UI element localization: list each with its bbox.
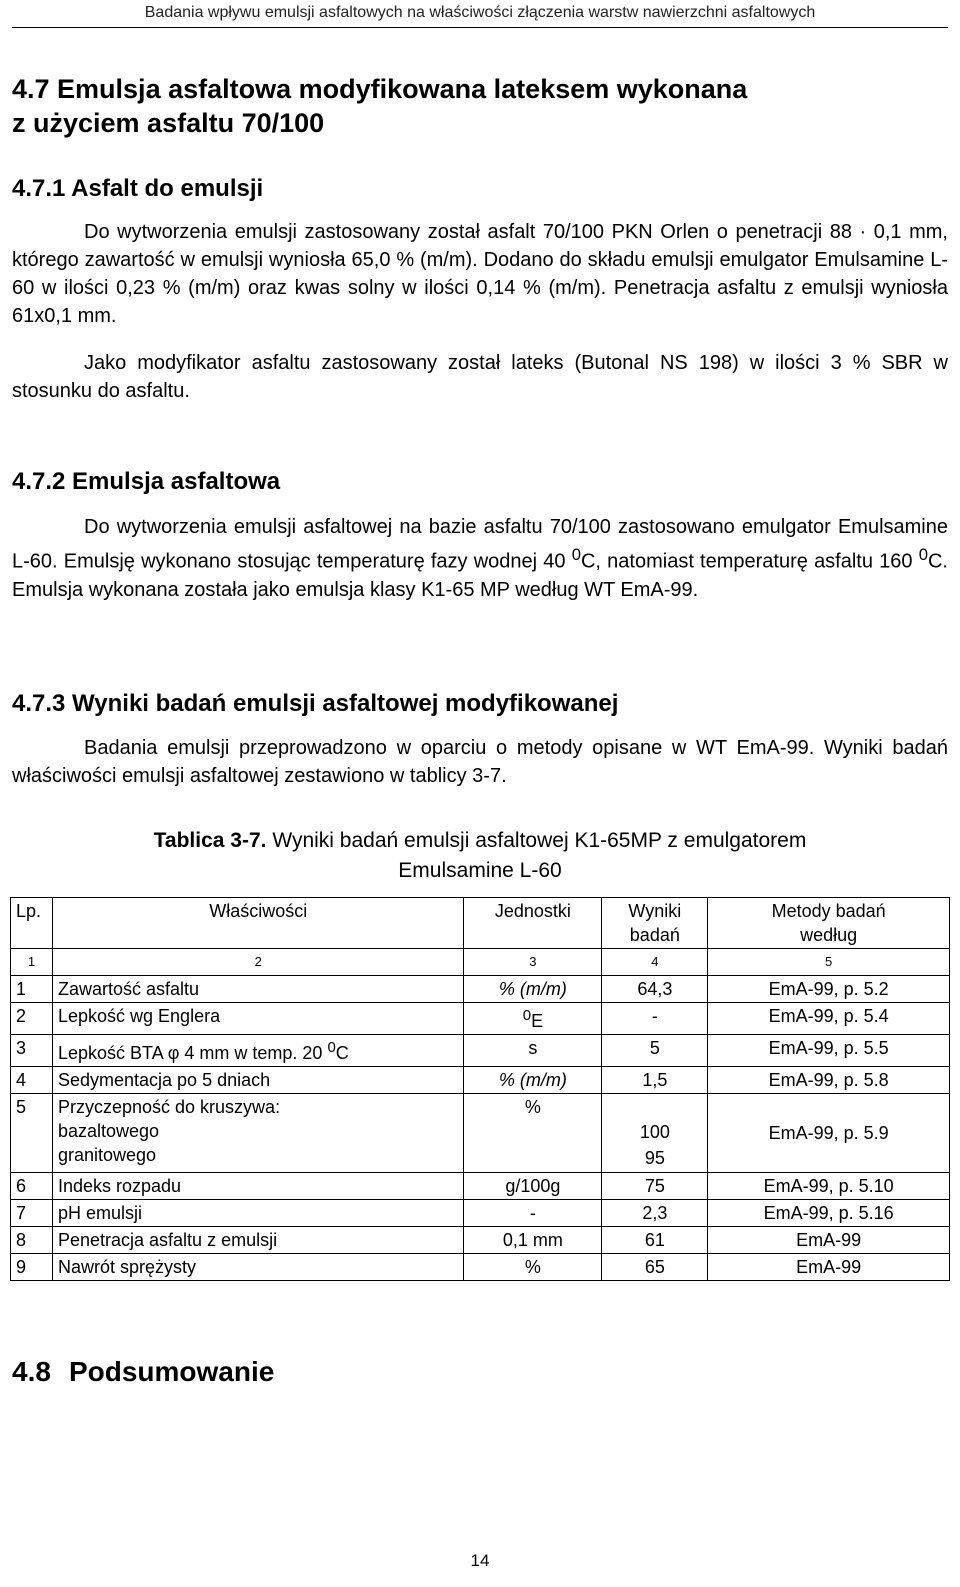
table-row — [11, 1003, 950, 1035]
cell-method: EmA-99, p. 5.10 — [708, 1173, 950, 1200]
header-results-2: badań — [629, 925, 680, 945]
cell-property-text: C — [335, 1043, 349, 1063]
cell-value: 2,3 — [602, 1200, 708, 1227]
section-title-text: Podsumowanie — [68, 1356, 275, 1387]
cell-property — [52, 1035, 463, 1067]
section-title-4-8 — [12, 1356, 274, 1388]
paragraph-emulsion-text-b: C, natomiast temperaturę asfaltu 160 — [580, 550, 919, 573]
table-header-row — [11, 898, 950, 949]
cell-value-line: 95 — [644, 1148, 665, 1168]
section-title-line1: 4.7 Emulsja asfaltowa modyfikowana lateksem wykonana — [12, 74, 748, 104]
cell-unit: g/100g — [464, 1173, 602, 1200]
cell-property: Nawrót sprężysty — [52, 1254, 463, 1281]
cell-unit: % (m/m) — [464, 976, 602, 1003]
cell-lp: 6 — [11, 1173, 53, 1200]
column-number: 4 — [602, 949, 708, 976]
cell-method: EmA-99, p. 5.16 — [708, 1200, 950, 1227]
cell-property-text: Lepkość BTA — [57, 1043, 168, 1063]
table-row — [11, 1200, 950, 1227]
cell-property-line: granitowego — [57, 1145, 157, 1165]
cell-lp: 3 — [11, 1035, 53, 1067]
table-row — [11, 976, 950, 1003]
subsection-title-4-7-1: 4.7.1 Asfalt do emulsji — [12, 175, 264, 202]
cell-value: 61 — [602, 1227, 708, 1254]
cell-value — [602, 1094, 708, 1173]
cell-method: EmA-99, p. 5.2 — [708, 976, 950, 1003]
cell-value: 1,5 — [602, 1067, 708, 1094]
cell-method: EmA-99, p. 5.9 — [708, 1094, 950, 1173]
header-methods — [708, 898, 950, 949]
paragraph-asphalt-text: Do wytworzenia emulsji zastosowany został asfalt 70/100 PKN Orlen o penetracji 88 · 0,1 mm, którego zawartość w emulsji wyniosła 65,0 % (m/m). Dodano do składu emulsji emulgator Emulsamine L-60 w ilości 0,23 % (m/m) oraz kwas solny w ilości 0,14 % (m/m). Penetracja asfaltu z emulsji wyniosła 61x0,1 mm. — [12, 221, 948, 327]
table-row — [11, 1227, 950, 1254]
cell-lp: 5 — [11, 1094, 53, 1173]
header-rule — [12, 27, 948, 28]
cell-property — [52, 1094, 463, 1173]
cell-property: Penetracja asfaltu z emulsji — [52, 1227, 463, 1254]
cell-property: Indeks rozpadu — [52, 1173, 463, 1200]
header-results-1: Wyniki — [628, 901, 682, 921]
cell-method: EmA-99, p. 5.4 — [708, 1003, 950, 1035]
paragraph-emulsion-text-c: C. Emulsja wykonana została jako emulsja klasy K1-65 MP według WT EmA-99. — [12, 550, 948, 601]
degree-sup: 0 — [327, 1039, 336, 1056]
cell-value: 64,3 — [602, 976, 708, 1003]
cell-value: 75 — [602, 1173, 708, 1200]
cell-lp: 4 — [11, 1067, 53, 1094]
paragraph-modifier — [12, 349, 948, 405]
cell-property: Lepkość wg Englera — [52, 1003, 463, 1035]
cell-property: pH emulsji — [52, 1200, 463, 1227]
cell-unit: % — [464, 1094, 602, 1173]
section-title — [12, 72, 948, 140]
cell-property-line: Przyczepność do kruszywa: — [57, 1097, 281, 1117]
table-row — [11, 1094, 950, 1173]
cell-lp: 1 — [11, 976, 53, 1003]
degree-sup: 0 — [522, 1007, 532, 1024]
cell-lp: 8 — [11, 1227, 53, 1254]
degree-sup: 0 — [918, 545, 928, 564]
table-row — [11, 1067, 950, 1094]
cell-lp: 9 — [11, 1254, 53, 1281]
column-number: 3 — [464, 949, 602, 976]
column-number: 5 — [708, 949, 950, 976]
cell-value: - — [602, 1003, 708, 1035]
degree-sup: 0 — [571, 545, 581, 564]
table-row — [11, 1173, 950, 1200]
cell-unit: 0,1 mm — [464, 1227, 602, 1254]
table-row — [11, 1254, 950, 1281]
table-caption-text: Wyniki badań emulsji asfaltowej K1-65MP z emulgatorem — [272, 829, 807, 852]
cell-unit: % (m/m) — [464, 1067, 602, 1094]
cell-method: EmA-99, p. 5.5 — [708, 1035, 950, 1067]
cell-unit-text: E — [531, 1011, 544, 1031]
paragraph-asphalt — [12, 218, 948, 330]
subsection-title-4-7-3: 4.7.3 Wyniki badań emulsji asfaltowej modyfikowanej — [12, 690, 619, 717]
cell-value: 5 — [602, 1035, 708, 1067]
paragraph-modifier-text: Jako modyfikator asfaltu zastosowany został lateks (Butonal NS 198) w ilości 3 % SBR w stosunku do asfaltu. — [12, 352, 948, 402]
cell-unit — [464, 1003, 602, 1035]
cell-property-text: 4 mm w temp. 20 — [179, 1043, 328, 1063]
table-caption-line1 — [0, 826, 960, 856]
cell-property: Sedymentacja po 5 dniach — [52, 1067, 463, 1094]
header-units: Jednostki — [464, 898, 602, 949]
column-number: 2 — [52, 949, 463, 976]
results-table — [10, 897, 950, 1281]
page-number: 14 — [470, 1551, 490, 1570]
paragraph-emulsion-text-a: Do wytworzenia emulsji asfaltowej na bazie asfaltu 70/100 zastosowano emulgator Emulsamine L-60. Emulsję wykonano stosując temperaturę fazy wodnej 40 — [12, 516, 948, 573]
cell-unit: - — [464, 1200, 602, 1227]
cell-unit: s — [464, 1035, 602, 1067]
cell-method: EmA-99 — [708, 1227, 950, 1254]
table-caption-line2: Emulsamine L-60 — [398, 859, 562, 882]
cell-value: 65 — [602, 1254, 708, 1281]
paragraph-results-text: Badania emulsji przeprowadzono w oparciu o metody opisane w WT EmA-99. Wyniki badań właściwości emulsji asfaltowej zestawiono w tablicy 3-7. — [12, 737, 948, 787]
cell-property-line: bazaltowego — [57, 1121, 160, 1141]
table-caption — [0, 826, 960, 886]
cell-property: Zawartość asfaltu — [52, 976, 463, 1003]
table-row — [11, 1035, 950, 1067]
column-number-row — [11, 949, 950, 976]
header-property: Właściwości — [52, 898, 463, 949]
running-header: Badania wpływu emulsji asfaltowych na właściwości złączenia warstw nawierzchni asfaltowych — [144, 4, 816, 21]
paragraph-results — [12, 734, 948, 790]
header-methods-1: Metody badań — [771, 901, 886, 921]
paragraph-emulsion — [12, 513, 948, 604]
cell-method: EmA-99, p. 5.8 — [708, 1067, 950, 1094]
section-number: 4.8 — [12, 1356, 51, 1387]
cell-lp: 7 — [11, 1200, 53, 1227]
cell-value-line: 100 — [639, 1122, 670, 1142]
header-results — [602, 898, 708, 949]
header-lp: Lp. — [11, 898, 53, 949]
column-number: 1 — [11, 949, 53, 976]
cell-unit: % — [464, 1254, 602, 1281]
cell-method: EmA-99 — [708, 1254, 950, 1281]
header-methods-2: według — [800, 925, 858, 945]
cell-lp: 2 — [11, 1003, 53, 1035]
subsection-title-4-7-2: 4.7.2 Emulsja asfaltowa — [12, 468, 281, 495]
phi-symbol: φ — [167, 1043, 180, 1063]
table-caption-label: Tablica 3-7. — [153, 829, 267, 852]
section-title-line2: z użyciem asfaltu 70/100 — [12, 108, 325, 138]
